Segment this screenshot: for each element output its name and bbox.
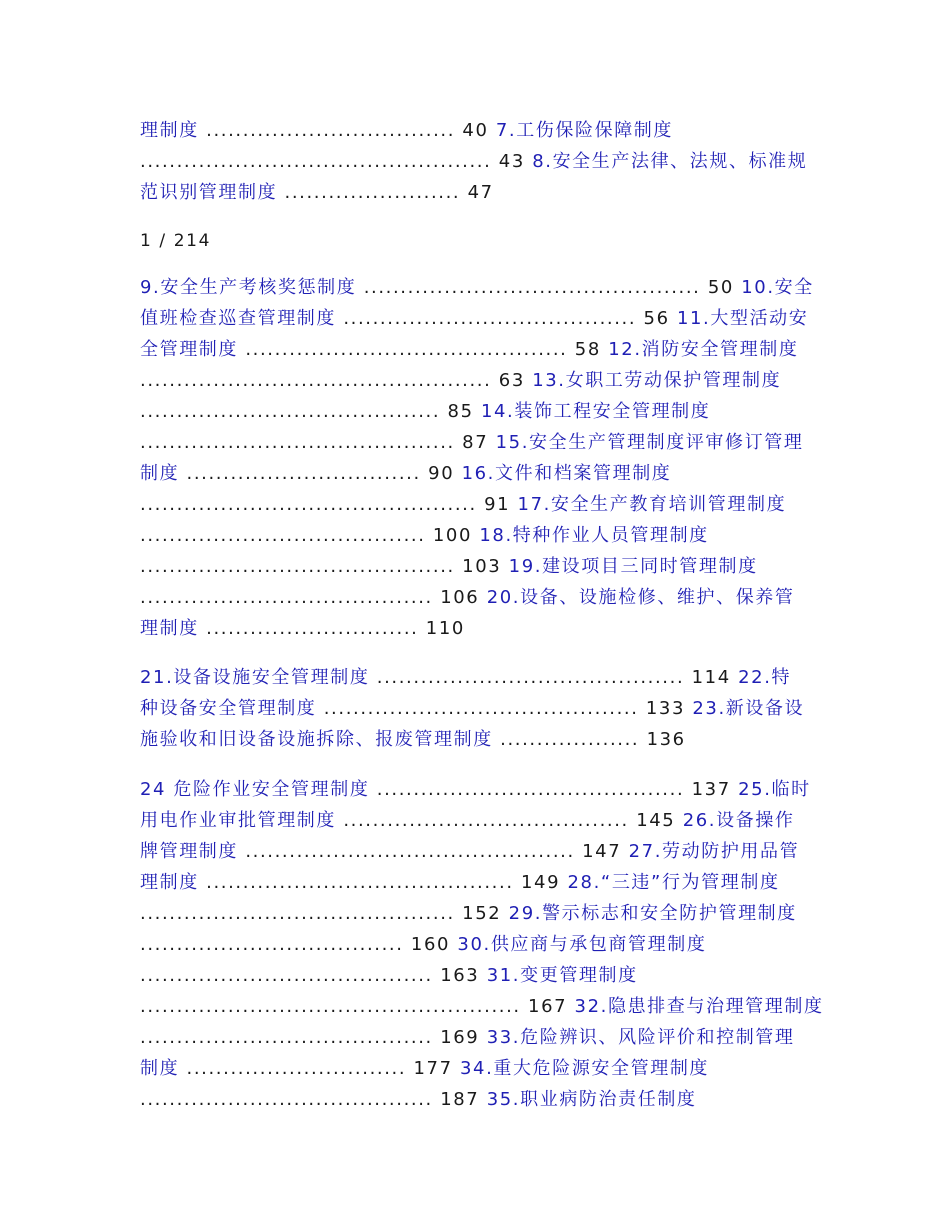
toc-leader-page: ........................................	[140, 587, 433, 608]
toc-entry-title[interactable]: 8.安全生产法律、法规、标准规	[532, 151, 808, 172]
toc-line	[140, 117, 673, 145]
toc-line	[140, 615, 465, 643]
toc-leader-page: ...........................................	[140, 432, 455, 453]
toc-line	[140, 460, 671, 488]
toc-entry-title[interactable]: 16.文件和档案管理制度	[461, 463, 672, 484]
toc-leader-page: 152	[454, 903, 509, 924]
toc-entry-title[interactable]: 理制度	[140, 120, 199, 141]
toc-entry-title[interactable]: 施验收和旧设备设施拆除、报废管理制度	[140, 729, 493, 750]
toc-leader-page: ..................................	[198, 120, 456, 141]
toc-leader-page: 177	[406, 1058, 460, 1079]
toc-leader-page: 87	[454, 432, 496, 453]
toc-line	[140, 179, 494, 207]
toc-line	[140, 838, 799, 866]
toc-leader-page: 50	[700, 277, 742, 298]
toc-leader-page: ...........................................	[140, 556, 455, 577]
toc-line	[140, 993, 824, 1021]
toc-leader-page: ..........................................	[369, 667, 685, 688]
toc-entry-title[interactable]: 理制度	[140, 618, 199, 639]
toc-leader-page: 40	[455, 120, 496, 141]
toc-line	[140, 695, 804, 723]
toc-line	[140, 776, 811, 804]
toc-line	[140, 148, 807, 176]
toc-leader-page: 100	[425, 525, 480, 546]
toc-leader-page: .......................................	[336, 810, 629, 831]
toc-entry-title[interactable]: 24 危险作业安全管理制度	[140, 779, 370, 800]
toc-leader-page: ........................................	[140, 965, 433, 986]
toc-line	[140, 1086, 697, 1114]
toc-entry-title[interactable]: 20.设备、设施检修、维护、保养管	[486, 587, 795, 608]
toc-leader-page: ................................................	[140, 151, 492, 172]
toc-leader-page: 106	[432, 587, 487, 608]
toc-entry-title[interactable]: 22.特	[738, 667, 792, 688]
toc-leader-page: ....................................	[140, 934, 404, 955]
toc-leader-page: ................................................	[140, 370, 492, 391]
toc-entry-title[interactable]: 29.警示标志和安全防护管理制度	[508, 903, 797, 924]
toc-entry-title[interactable]: 26.设备操作	[682, 810, 795, 831]
toc-line	[140, 726, 686, 754]
toc-entry-title[interactable]: 18.特种作业人员管理制度	[479, 525, 709, 546]
toc-leader-page: 91	[476, 494, 518, 515]
toc-leader-page: 110	[418, 618, 465, 639]
toc-entry-title[interactable]: 21.设备设施安全管理制度	[140, 667, 370, 688]
toc-entry-title[interactable]: 32.隐患排查与治理管理制度	[574, 996, 824, 1017]
toc-entry-title[interactable]: 7.工伤保险保障制度	[495, 120, 674, 141]
toc-leader-page: ..............................	[179, 1058, 407, 1079]
toc-line	[140, 584, 795, 612]
toc-line	[140, 305, 808, 333]
toc-leader-page: ..........................................	[198, 872, 514, 893]
toc-leader-page: 137	[684, 779, 739, 800]
toc-leader-page: 163	[432, 965, 487, 986]
page-number: 1 / 214	[140, 231, 211, 251]
toc-leader-page: 147	[574, 841, 629, 862]
toc-entry-title[interactable]: 10.安全	[741, 277, 814, 298]
toc-leader-page: 145	[628, 810, 683, 831]
toc-entry-title[interactable]: 用电作业审批管理制度	[140, 810, 336, 831]
toc-leader-page: 187	[432, 1089, 487, 1110]
toc-leader-page: 103	[454, 556, 509, 577]
toc-leader-page: .........................................	[140, 401, 441, 422]
toc-leader-page: ..........................................	[369, 779, 685, 800]
toc-leader-page: ........................................	[140, 1027, 433, 1048]
toc-line	[140, 398, 710, 426]
toc-entry-title[interactable]: 30.供应商与承包商管理制度	[457, 934, 707, 955]
toc-leader-page: ..............................................	[356, 277, 701, 298]
toc-entry-title[interactable]: 35.职业病防治责任制度	[486, 1089, 697, 1110]
toc-entry-title[interactable]: 17.安全生产教育培训管理制度	[517, 494, 787, 515]
toc-leader-page: 114	[684, 667, 739, 688]
toc-line	[140, 336, 798, 364]
toc-leader-page: 43	[491, 151, 533, 172]
toc-leader-page: 133	[638, 698, 693, 719]
toc-entry-title[interactable]: 9.安全生产考核奖惩制度	[140, 277, 357, 298]
toc-entry-title[interactable]: 15.安全生产管理制度评审修订管理	[495, 432, 804, 453]
toc-leader-page: ...........................................	[316, 698, 639, 719]
toc-entry-title[interactable]: 理制度	[140, 872, 199, 893]
toc-line	[140, 1055, 709, 1083]
toc-leader-page: .............................	[198, 618, 419, 639]
toc-entry-title[interactable]: 33.危险辨识、风险评价和控制管理	[486, 1027, 795, 1048]
toc-line	[140, 664, 791, 692]
toc-leader-page: 149	[513, 872, 568, 893]
toc-entry-title[interactable]: 14.装饰工程安全管理制度	[480, 401, 711, 422]
toc-leader-page: ...................	[492, 729, 640, 750]
toc-entry-title[interactable]: 12.消防安全管理制度	[608, 339, 799, 360]
toc-entry-title[interactable]: 牌管理制度	[140, 841, 238, 862]
toc-line	[140, 869, 780, 897]
toc-leader-page: 167	[520, 996, 575, 1017]
toc-line	[140, 274, 814, 302]
toc-entry-title[interactable]: 11.大型活动安	[676, 308, 809, 329]
toc-leader-page: 56	[636, 308, 677, 329]
toc-leader-page: ................................	[179, 463, 421, 484]
toc-leader-page: 90	[420, 463, 462, 484]
toc-leader-page: ..............................................	[140, 494, 477, 515]
toc-line	[140, 962, 638, 990]
toc-line	[140, 931, 706, 959]
toc-line	[140, 807, 795, 835]
toc-entry-title[interactable]: 种设备安全管理制度	[140, 698, 317, 719]
toc-leader-page: ....................................................	[140, 996, 521, 1017]
toc-leader-page: 47	[460, 182, 494, 203]
toc-entry-title[interactable]: 23.新设备设	[692, 698, 805, 719]
toc-line	[140, 900, 797, 928]
toc-leader-page: 136	[639, 729, 686, 750]
toc-entry-title[interactable]: 31.变更管理制度	[486, 965, 638, 986]
toc-entry-title[interactable]: 27.劳动防护用品管	[628, 841, 800, 862]
toc-leader-page: ........................................	[336, 308, 637, 329]
toc-entry-title[interactable]: 值班检查巡查管理制度	[140, 308, 336, 329]
toc-leader-page: 58	[567, 339, 609, 360]
toc-line	[140, 367, 781, 395]
toc-leader-page: ...........................................	[140, 903, 455, 924]
toc-leader-page: .............................................	[238, 841, 575, 862]
toc-leader-page: 169	[432, 1027, 487, 1048]
toc-leader-page: .......................................	[140, 525, 426, 546]
toc-leader-page: 160	[403, 934, 458, 955]
toc-entry-title[interactable]: 制度	[140, 1058, 180, 1079]
toc-leader-page: 63	[491, 370, 533, 391]
toc-entry-title[interactable]: 范识别管理制度	[140, 182, 278, 203]
toc-line	[140, 429, 803, 457]
toc-leader-page: ........................	[277, 182, 461, 203]
toc-entry-title[interactable]: 制度	[140, 463, 180, 484]
toc-line	[140, 553, 758, 581]
toc-entry-title[interactable]: 28.“三违”行为管理制度	[567, 872, 780, 893]
toc-entry-title[interactable]: 34.重大危险源安全管理制度	[460, 1058, 710, 1079]
toc-line	[140, 491, 786, 519]
toc-entry-title[interactable]: 全管理制度	[140, 339, 238, 360]
toc-line	[140, 522, 709, 550]
toc-line	[140, 1024, 795, 1052]
toc-entry-title[interactable]: 25.临时	[738, 779, 811, 800]
toc-leader-page: ............................................	[238, 339, 568, 360]
toc-entry-title[interactable]: 19.建设项目三同时管理制度	[508, 556, 758, 577]
toc-leader-page: 85	[440, 401, 481, 422]
toc-leader-page: ........................................	[140, 1089, 433, 1110]
toc-entry-title[interactable]: 13.女职工劳动保护管理制度	[532, 370, 782, 391]
